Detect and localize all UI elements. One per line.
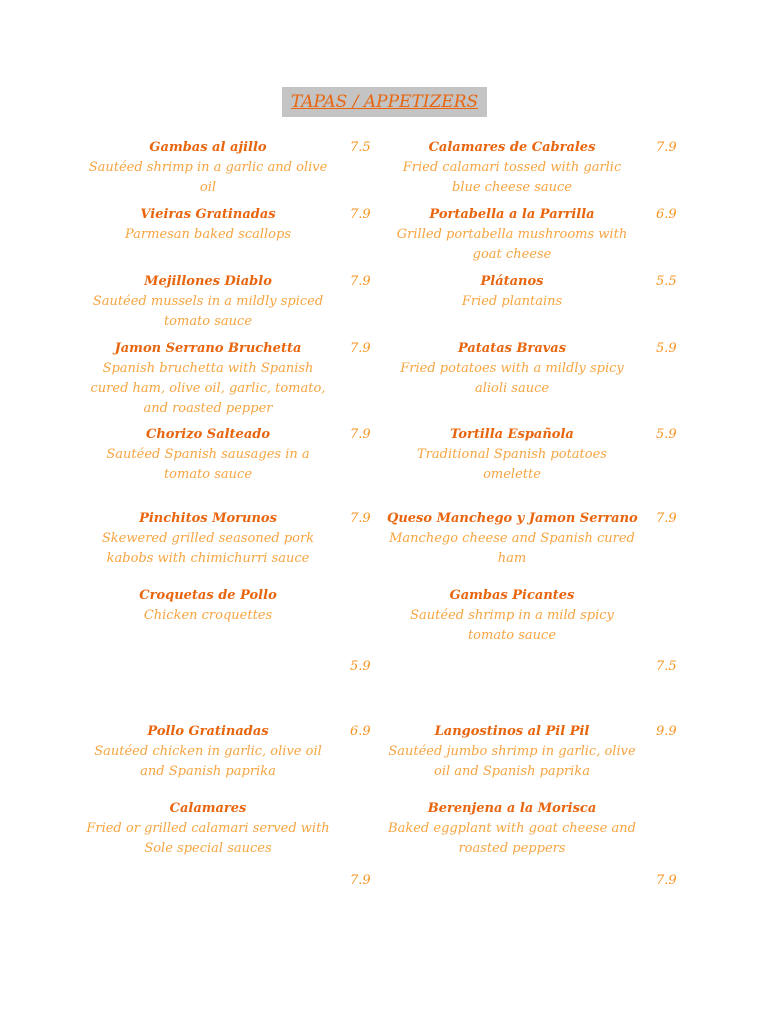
item-name: Vieiras Gratinadas (140, 207, 276, 222)
item-price: 5.9 (350, 659, 371, 674)
item-price: 7.9 (350, 873, 371, 888)
item-name: Plátanos (480, 274, 544, 289)
item-description: Fried potatoes with a mildly spicy alioli sauce (400, 361, 624, 396)
menu-item (387, 272, 637, 312)
item-name: Mejillones Diablo (144, 274, 272, 289)
menu-item (83, 138, 333, 198)
item-price: 7.9 (350, 427, 371, 442)
menu-item (387, 339, 637, 399)
item-description: Fried plantains (461, 294, 563, 309)
item-price: 7.9 (350, 207, 371, 222)
item-price: 5.5 (656, 274, 677, 289)
menu-item (387, 799, 637, 859)
menu-item (83, 425, 333, 485)
item-price: 9.9 (656, 724, 677, 739)
menu-title: TAPAS / APPETIZERS (282, 87, 487, 117)
item-price: 7.5 (656, 659, 677, 674)
menu-item (387, 722, 637, 782)
menu-item (83, 722, 333, 782)
menu-item (83, 339, 333, 419)
item-description: Skewered grilled seasoned pork kabobs with chimichurri sauce (101, 531, 315, 566)
item-price: 7.5 (350, 140, 371, 155)
item-description: Sautéed shrimp in a mild spicy tomato sauce (410, 608, 614, 643)
item-price: 6.9 (656, 207, 677, 222)
item-description: Sautéed chicken in garlic, olive oil and Spanish paprika (94, 744, 322, 779)
menu-item (387, 509, 637, 569)
menu-item (83, 272, 333, 332)
item-name: Queso Manchego y Jamon Serrano (387, 511, 638, 526)
item-name: Gambas Picantes (449, 588, 575, 603)
item-price: 5.9 (656, 341, 677, 356)
item-name: Croquetas de Pollo (139, 588, 277, 603)
menu-item (387, 425, 637, 485)
item-description: Baked eggplant with goat cheese and roasted peppers (388, 821, 636, 856)
item-description: Fried calamari tossed with garlic blue cheese sauce (402, 160, 622, 195)
item-name: Gambas al ajillo (149, 140, 267, 155)
item-description: Sautéed jumbo shrimp in garlic, olive oil and Spanish paprika (388, 744, 636, 779)
item-name: Berenjena a la Morisca (427, 801, 597, 816)
item-price: 7.9 (350, 511, 371, 526)
menu-item (83, 205, 333, 245)
item-description: Manchego cheese and Spanish cured ham (389, 531, 635, 566)
item-description: Traditional Spanish potatoes omelette (417, 447, 607, 482)
item-name: Patatas Bravas (457, 341, 567, 356)
item-description: Parmesan baked scallops (124, 227, 291, 242)
menu-item (83, 586, 333, 626)
item-name: Portabella a la Parrilla (429, 207, 595, 222)
item-name: Pollo Gratinadas (147, 724, 269, 739)
item-name: Chorizo Salteado (145, 427, 271, 442)
item-price: 5.9 (656, 427, 677, 442)
item-description: Grilled portabella mushrooms with goat cheese (396, 227, 628, 262)
item-name: Calamares (169, 801, 247, 816)
item-name: Jamon Serrano Bruchetta (114, 341, 302, 356)
menu-item (83, 799, 333, 859)
item-price: 7.9 (350, 274, 371, 289)
item-name: Langostinos al Pil Pil (434, 724, 590, 739)
item-price: 7.9 (656, 873, 677, 888)
item-name: Tortilla Española (450, 427, 574, 442)
item-price: 7.9 (656, 511, 677, 526)
item-description: Spanish bruchetta with Spanish cured ham, olive oil, garlic, tomato, and roasted pepper (90, 361, 326, 416)
item-description: Sautéed shrimp in a garlic and olive oil (88, 160, 328, 195)
item-description: Sautéed Spanish sausages in a tomato sauce (106, 447, 310, 482)
item-description: Fried or grilled calamari served with Sole special sauces (86, 821, 330, 856)
item-name: Calamares de Cabrales (428, 140, 596, 155)
menu-item (387, 205, 637, 265)
item-description: Chicken croquettes (143, 608, 273, 623)
menu-item (387, 138, 637, 198)
menu-item (83, 509, 333, 569)
item-price: 7.9 (656, 140, 677, 155)
item-price: 7.9 (350, 341, 371, 356)
item-name: Pinchitos Morunos (139, 511, 277, 526)
menu-item (387, 586, 637, 646)
item-price: 6.9 (350, 724, 371, 739)
item-description: Sautéed mussels in a mildly spiced tomato sauce (92, 294, 324, 329)
